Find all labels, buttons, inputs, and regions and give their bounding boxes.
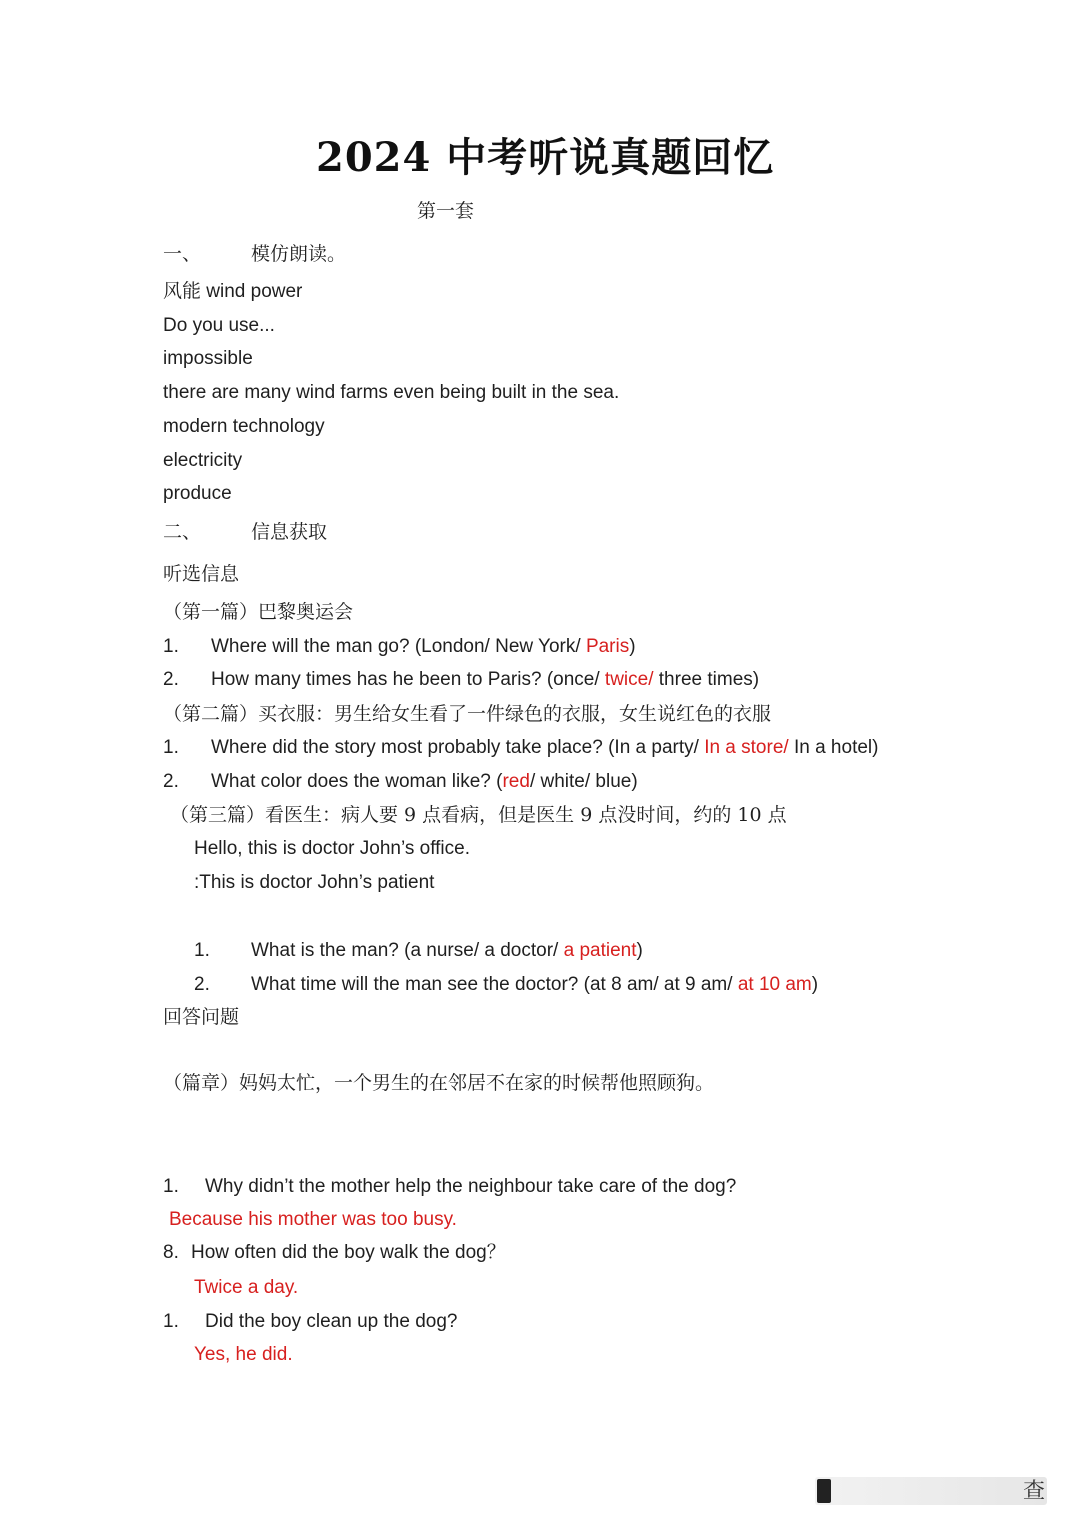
question-tail: ) <box>636 940 643 961</box>
section2-heading: 信息获取 <box>251 521 328 543</box>
question-tail: ) <box>811 974 819 995</box>
passage-title: （第三篇）看医生：病人要 9 点看病，但是医生 9 点没时间，约的 10 点 <box>170 804 787 826</box>
answer: Yes, he did. <box>194 1344 293 1365</box>
question <box>163 1175 736 1199</box>
reading-line: 风能 wind power <box>163 281 303 302</box>
answer: red <box>502 771 530 792</box>
question-number: 2. <box>194 974 210 995</box>
section2-number: 二、 <box>163 521 202 543</box>
section1-heading: 模仿朗读。 <box>251 243 347 265</box>
answer: Because his mother was too busy. <box>169 1209 457 1230</box>
passage-title: （第一篇）巴黎奥运会 <box>163 601 354 623</box>
answer: Paris <box>585 636 630 657</box>
question-text: How many times has he been to Paris? (once/ <box>211 669 605 690</box>
reading-line: modern technology <box>163 416 325 437</box>
reading-line: impossible <box>163 348 253 369</box>
scroll-handle[interactable] <box>817 1479 831 1503</box>
question <box>163 668 759 692</box>
question-number: 2. <box>163 669 179 690</box>
question-tail: three times) <box>653 669 760 690</box>
question-number: 1. <box>163 1311 179 1332</box>
reading-line: electricity <box>163 450 243 471</box>
question-tail: ) <box>629 636 636 657</box>
question <box>194 939 643 963</box>
question-tail: In a hotel) <box>788 737 879 758</box>
reading-line: produce <box>163 483 232 504</box>
subsection-heading: 回答问题 <box>163 1006 240 1028</box>
subsection-heading: 听选信息 <box>163 563 240 585</box>
answer: twice/ <box>604 669 654 690</box>
question <box>163 736 878 760</box>
page-subtitle: 第一套 <box>417 200 475 222</box>
bottom-toolbar[interactable] <box>815 1477 1047 1505</box>
answer: a patient <box>563 940 637 961</box>
section1-number: 一、 <box>163 243 202 265</box>
question-text: Did the boy clean up the dog? <box>205 1311 458 1332</box>
question-number: 8. <box>163 1242 179 1263</box>
question-text: What color does the woman like? ( <box>211 771 503 792</box>
question-text: What time will the man see the doctor? (at 8 am/ at 9 am/ <box>251 974 738 995</box>
passage-title: （篇章）妈妈太忙，一个男生的在邻居不在家的时候帮他照顾狗。 <box>163 1072 715 1094</box>
question <box>163 770 638 794</box>
question <box>163 635 636 659</box>
page-title: 2024 中考听说真题回忆 <box>316 134 775 181</box>
reading-line: Do you use... <box>163 315 275 336</box>
question-tail: / white/ blue) <box>529 771 638 792</box>
question-number: 1. <box>163 1176 179 1197</box>
answer: at 10 am <box>737 974 812 995</box>
question-text: Why didn’t the mother help the neighbour take care of the dog? <box>205 1176 737 1197</box>
answer: Twice a day. <box>194 1277 299 1298</box>
question-text: How often did the boy walk the dog？ <box>191 1242 506 1263</box>
search-icon[interactable]: 查 <box>1022 1478 1045 1503</box>
question-number: 1. <box>194 940 210 961</box>
dialogue-line: :This is doctor John’s patient <box>194 872 435 893</box>
answer: In a store/ <box>704 737 789 758</box>
question-text: What is the man? (a nurse/ a doctor/ <box>251 940 564 961</box>
question-number: 2. <box>163 771 179 792</box>
question <box>163 1241 506 1265</box>
passage-title: （第二篇）买衣服：男生给女生看了一件绿色的衣服，女生说红色的衣服 <box>163 703 772 725</box>
question-text: Where did the story most probably take place? (In a party/ <box>211 737 705 758</box>
question <box>163 1310 457 1334</box>
reading-line: there are many wind farms even being built in the sea. <box>163 382 620 403</box>
question-text: Where will the man go? (London/ New York/ <box>211 636 586 657</box>
dialogue-line: Hello, this is doctor John’s office. <box>194 838 470 859</box>
question <box>194 973 818 997</box>
question-number: 1. <box>163 737 179 758</box>
question-number: 1. <box>163 636 179 657</box>
